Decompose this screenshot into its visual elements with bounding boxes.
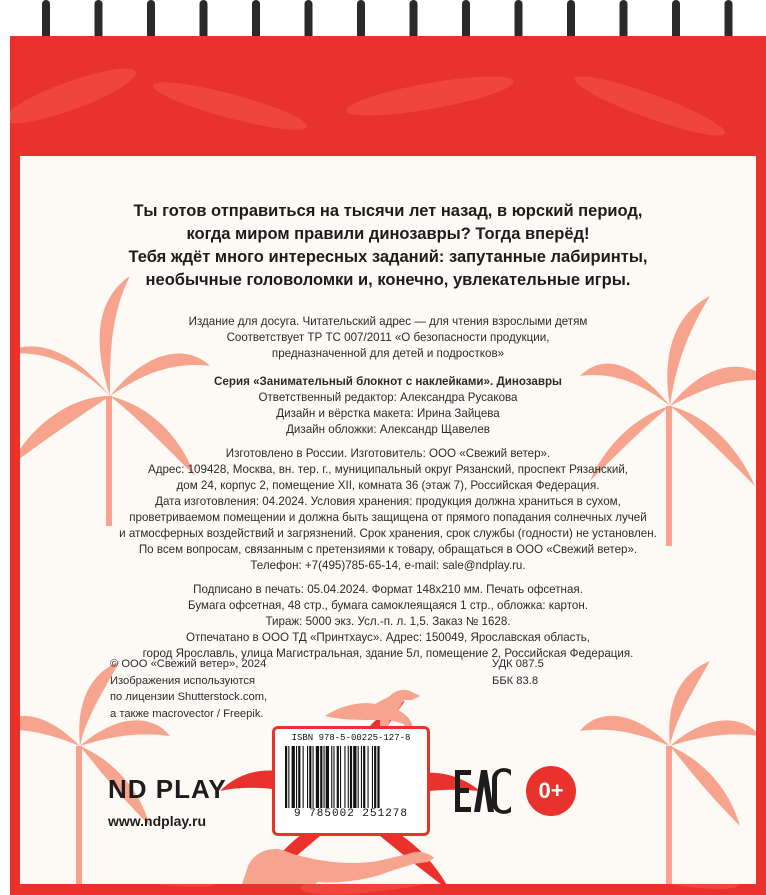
long-neck-dinosaur-icon bbox=[238, 836, 438, 884]
barcode-bar bbox=[307, 746, 308, 808]
udk-code: УДК 087.5 bbox=[492, 658, 544, 670]
barcode-icon bbox=[281, 746, 421, 808]
series-cover: Дизайн обложки: Александр Щавелев bbox=[286, 423, 490, 436]
series-editor: Ответственный редактор: Александра Русакова bbox=[258, 391, 518, 404]
barcode-bar bbox=[324, 746, 325, 808]
barcode-bar bbox=[350, 746, 352, 808]
barcode-bar bbox=[348, 746, 349, 808]
barcode-bar bbox=[340, 746, 341, 808]
ndplay-logo: ND PLAY bbox=[108, 774, 227, 804]
copyright-line-4: а также macrovector / Freepik. bbox=[110, 707, 264, 720]
copyright-line-3: по лицензии Shutterstock.com, bbox=[110, 691, 268, 703]
barcode-bar bbox=[316, 746, 319, 808]
barcode-bar bbox=[298, 746, 300, 808]
barcode-digits: 9 785002 251278 bbox=[293, 808, 409, 820]
notebook-back-cover bbox=[10, 36, 766, 895]
barcode-bar bbox=[292, 746, 295, 808]
barcode-bar bbox=[372, 746, 373, 808]
barcode-bar bbox=[368, 746, 369, 808]
barcode-bar bbox=[333, 746, 334, 808]
info-panel bbox=[20, 156, 756, 884]
bbk-code: ББК 83.8 bbox=[492, 674, 539, 687]
series-title: Серия «Занимательный блокнот с наклейками». Динозавры bbox=[214, 375, 562, 388]
intro-line-2: когда миром правили динозавры? Тогда вперёд! bbox=[186, 225, 590, 243]
barcode-bar bbox=[285, 746, 287, 808]
manufacturer-line-2: Адрес: 109428, Москва, вн. тер. г., муниципальный округ Рязанский, проспект Рязанский, bbox=[147, 463, 629, 476]
manufacturer-line-5: проветриваемом помещении и должна быть защищена от прямого попадания солнечных лучей bbox=[129, 511, 647, 524]
print-line-1: Подписано в печать: 05.04.2024. Формат 148х210 мм. Печать офсетная. bbox=[193, 583, 583, 596]
manufacturer-line-7: По всем вопросам, связанным с претензиями к товару, обращаться в ООО «Свежий ветер». bbox=[138, 543, 638, 556]
print-line-2: Бумага офсетная, 48 стр., бумага самоклеящаяся 1 стр., обложка: картон. bbox=[187, 599, 589, 612]
manufacturer-line-6: и атмосферных воздействий и загрязнений. Срок хранения, срок службы (годности) не установлен. bbox=[119, 527, 657, 540]
intro-line-4: необычные головоломки и, конечно, увлекательные игры. bbox=[145, 271, 631, 289]
print-line-5: город Ярославль, улица Магистральная, здание 5л, помещение 2, Российская Федерация. bbox=[142, 647, 634, 660]
edition-line-1: Издание для досуга. Читательский адрес — для чтения взрослыми детям bbox=[188, 315, 588, 328]
copyright-block bbox=[110, 656, 267, 722]
print-line-4: Отпечатано в ООО ТД «Принтхаус». Адрес: 150049, Ярославская область, bbox=[185, 631, 591, 644]
eac-mark-icon bbox=[453, 768, 513, 814]
barcode-bar bbox=[296, 746, 297, 808]
barcode-bar bbox=[353, 746, 356, 808]
copyright-line-1: © ООО «Свежий ветер», 2024 bbox=[110, 658, 267, 670]
manufacturer-line-1: Изготовлено в России. Изготовитель: ООО «Свежий ветер». bbox=[225, 447, 551, 460]
barcode-bar bbox=[361, 746, 362, 808]
barcode-bar bbox=[363, 746, 365, 808]
classification-block bbox=[492, 656, 544, 689]
palm-right-bottom-icon bbox=[580, 656, 756, 884]
barcode-bar bbox=[326, 746, 329, 808]
manufacturer-line-4: Дата изготовления: 04.2024. Условия хранения: продукция должна храниться в сухом, bbox=[155, 495, 621, 508]
barcode-bar bbox=[309, 746, 311, 808]
intro-line-1: Ты готов отправиться на тысячи лет назад, в юрский период, bbox=[133, 202, 643, 220]
manufacturer-line-3: дом 24, корпус 2, помещение XII, комната 36 (этаж 7), Российская Федерация. bbox=[176, 479, 600, 492]
barcode-bar bbox=[320, 746, 322, 808]
site-url[interactable]: www.ndplay.ru bbox=[108, 813, 207, 829]
copyright-line-2: Изображения используются bbox=[110, 674, 256, 687]
series-layout: Дизайн и вёрстка макета: Ирина Зайцева bbox=[276, 407, 500, 420]
edition-line-2: Соответствует ТР ТС 007/2011 «О безопасности продукции, bbox=[226, 331, 550, 344]
barcode-bar bbox=[288, 746, 289, 808]
print-line-3: Тираж: 5000 экз. Усл.-п. л. 1,5. Заказ № 1628. bbox=[265, 615, 511, 628]
barcode-bar bbox=[313, 746, 314, 808]
barcode-bar bbox=[331, 746, 332, 808]
barcode-bar bbox=[344, 746, 345, 808]
intro-line-3: Тебя ждёт много интересных заданий: запутанные лабиринты, bbox=[128, 248, 648, 266]
barcode-bar bbox=[337, 746, 339, 808]
age-rating-badge: 0+ bbox=[526, 766, 576, 816]
barcode-card bbox=[272, 726, 430, 836]
barcode-bar bbox=[374, 746, 376, 808]
manufacturer-line-8: Телефон: +7(495)785-65-14, e-mail: sale@ndplay.ru. bbox=[250, 559, 526, 572]
edition-line-3: предназначенной для детей и подростков» bbox=[271, 347, 505, 360]
barcode-bar bbox=[377, 746, 379, 808]
barcode-bar bbox=[303, 746, 304, 808]
barcode-bar bbox=[358, 746, 359, 808]
isbn-label: ISBN 978-5-00225-127-8 bbox=[291, 733, 411, 743]
